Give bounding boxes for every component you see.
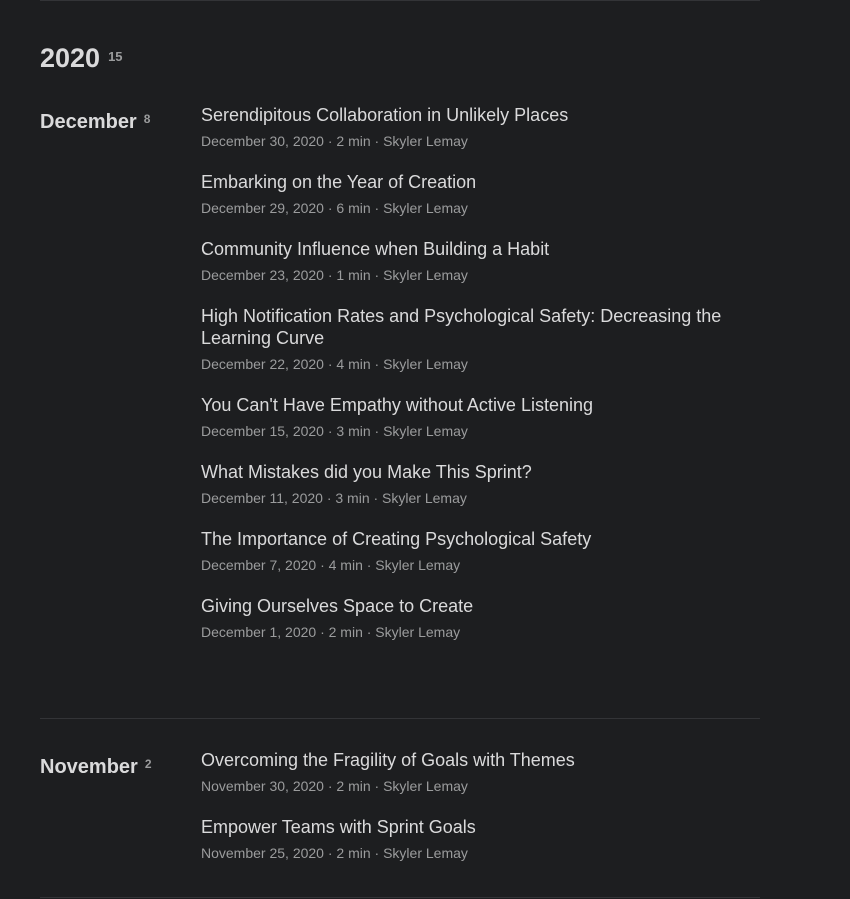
post-entry[interactable] [201, 104, 760, 152]
month-heading [40, 754, 152, 780]
month-post-count: 8 [143, 112, 151, 126]
post-meta: December 30, 2020 · 2 min · Skyler Lemay [201, 133, 468, 149]
month-label: November [40, 756, 138, 778]
post-meta: December 23, 2020 · 1 min · Skyler Lemay [201, 267, 468, 283]
month-divider [40, 718, 760, 719]
post-title-link[interactable]: Embarking on the Year of Creation [201, 172, 477, 192]
post-title-link[interactable]: What Mistakes did you Make This Sprint? [201, 462, 532, 482]
top-divider [40, 0, 760, 1]
post-meta: December 15, 2020 · 3 min · Skyler Lemay [201, 423, 468, 439]
post-entry[interactable] [201, 238, 760, 286]
post-entry[interactable] [201, 749, 760, 797]
post-title-link[interactable]: Overcoming the Fragility of Goals with Themes [201, 750, 575, 770]
post-meta: November 25, 2020 · 2 min · Skyler Lemay [201, 845, 468, 861]
post-title-link[interactable]: Serendipitous Collaboration in Unlikely Places [201, 105, 569, 125]
post-list [201, 749, 760, 883]
bottom-divider [40, 897, 760, 898]
post-meta: December 11, 2020 · 3 min · Skyler Lemay [201, 490, 467, 506]
post-entry[interactable] [201, 595, 760, 643]
post-meta: December 1, 2020 · 2 min · Skyler Lemay [201, 624, 461, 640]
post-title-link[interactable]: Empower Teams with Sprint Goals [201, 817, 476, 837]
year-post-count: 15 [108, 49, 123, 64]
post-title-link[interactable]: Giving Ourselves Space to Create [201, 596, 474, 616]
month-heading [40, 109, 150, 135]
post-meta: December 7, 2020 · 4 min · Skyler Lemay [201, 557, 461, 573]
post-title-link[interactable]: Community Influence when Building a Habit [201, 239, 550, 259]
post-entry[interactable] [201, 816, 760, 864]
post-entry[interactable] [201, 528, 760, 576]
post-title-link[interactable]: The Importance of Creating Psychological Safety [201, 529, 592, 549]
year-label: 2020 [40, 43, 101, 73]
post-list [201, 104, 760, 662]
post-title-link[interactable]: High Notification Rates and Psychological Safety: Decreasing the Learning Curve [201, 306, 722, 348]
month-post-count: 2 [144, 757, 152, 771]
post-meta: December 22, 2020 · 4 min · Skyler Lemay [201, 356, 468, 372]
post-meta: December 29, 2020 · 6 min · Skyler Lemay [201, 200, 468, 216]
month-label: December [40, 111, 137, 133]
post-entry[interactable] [201, 394, 760, 442]
post-entry[interactable] [201, 171, 760, 219]
year-heading [40, 42, 123, 74]
post-meta: November 30, 2020 · 2 min · Skyler Lemay [201, 778, 468, 794]
post-entry[interactable] [201, 305, 760, 375]
post-title-link[interactable]: You Can't Have Empathy without Active Listening [201, 395, 594, 415]
post-entry[interactable] [201, 461, 760, 509]
